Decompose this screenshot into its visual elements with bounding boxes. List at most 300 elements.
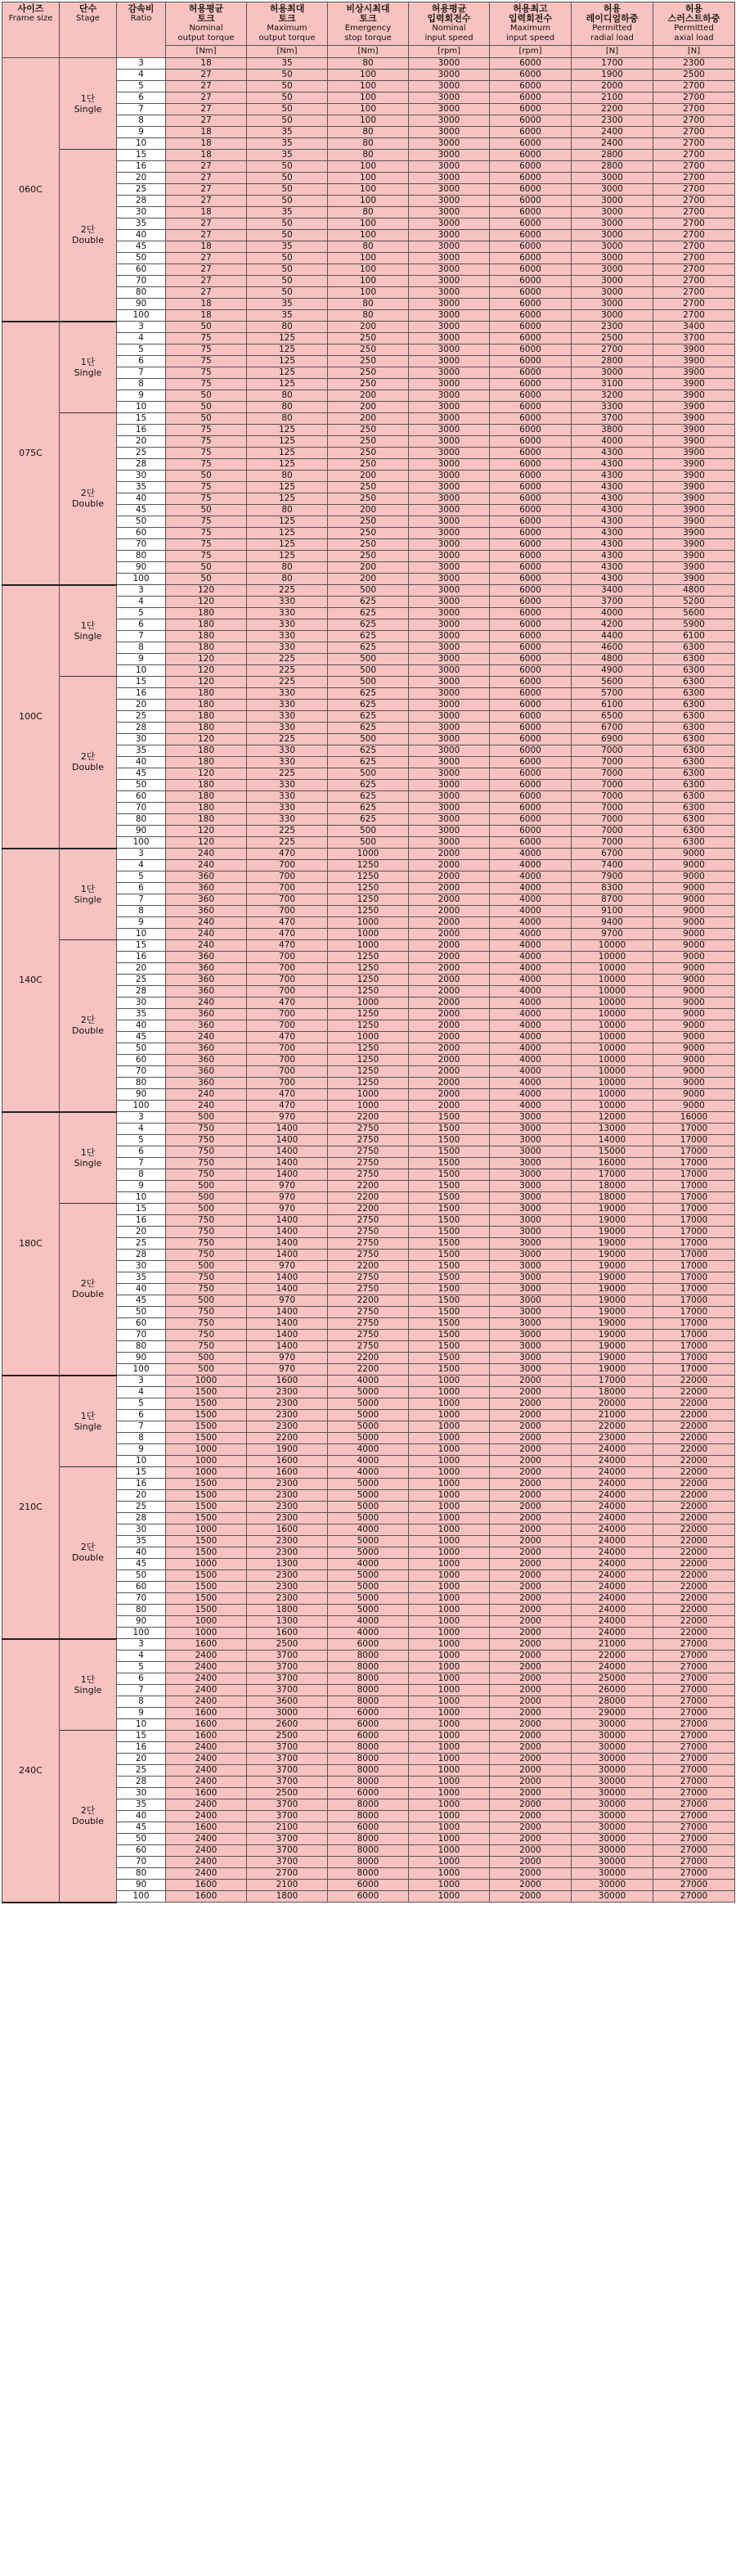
value-cell: 50 — [247, 264, 328, 276]
value-cell: 1000 — [166, 1456, 247, 1467]
value-cell: 1000 — [409, 1398, 490, 1410]
value-cell: 7000 — [572, 745, 653, 757]
ratio-cell: 45 — [117, 1032, 166, 1043]
value-cell: 2200 — [572, 104, 653, 115]
ratio-cell: 5 — [117, 345, 166, 356]
ratio-cell: 4 — [117, 597, 166, 608]
value-cell: 225 — [247, 826, 328, 837]
value-cell: 2700 — [653, 299, 735, 310]
value-cell: 1400 — [247, 1146, 328, 1158]
value-cell: 6000 — [490, 711, 572, 723]
value-cell: 4300 — [572, 574, 653, 585]
value-cell: 1500 — [166, 1410, 247, 1421]
value-cell: 700 — [247, 1055, 328, 1066]
ratio-cell: 80 — [117, 1341, 166, 1353]
value-cell: 1500 — [166, 1570, 247, 1582]
value-cell: 3900 — [653, 379, 735, 390]
value-cell: 2500 — [247, 1788, 328, 1799]
value-cell: 24000 — [572, 1444, 653, 1456]
value-cell: 9000 — [653, 1020, 735, 1032]
value-cell: 4300 — [572, 505, 653, 516]
ratio-cell: 20 — [117, 963, 166, 975]
value-cell: 3000 — [490, 1238, 572, 1250]
value-cell: 180 — [166, 608, 247, 619]
value-cell: 75 — [166, 516, 247, 528]
value-cell: 10000 — [572, 1066, 653, 1078]
header-english-label: Maximum — [509, 24, 551, 33]
value-cell: 6000 — [490, 184, 572, 196]
value-cell: 125 — [247, 528, 328, 539]
value-cell: 1000 — [409, 1765, 490, 1777]
value-cell: 125 — [247, 448, 328, 459]
value-cell: 10000 — [572, 1078, 653, 1089]
value-cell: 6000 — [490, 516, 572, 528]
value-cell: 2750 — [328, 1341, 409, 1353]
value-cell: 1250 — [328, 894, 409, 906]
stage-cell — [60, 1467, 117, 1639]
value-cell: 1000 — [328, 849, 409, 860]
value-cell: 625 — [328, 745, 409, 757]
value-cell: 4000 — [490, 1032, 572, 1043]
value-cell: 1900 — [572, 70, 653, 81]
value-cell: 6000 — [490, 493, 572, 505]
value-cell: 2750 — [328, 1284, 409, 1295]
value-cell: 30000 — [572, 1754, 653, 1765]
ratio-cell: 7 — [117, 894, 166, 906]
value-cell: 180 — [166, 711, 247, 723]
value-cell: 7400 — [572, 860, 653, 871]
value-cell: 625 — [328, 723, 409, 734]
value-cell: 3000 — [490, 1250, 572, 1261]
value-cell: 2000 — [490, 1708, 572, 1719]
value-cell: 17000 — [653, 1318, 735, 1330]
value-cell: 30000 — [572, 1857, 653, 1868]
value-cell: 2400 — [166, 1696, 247, 1708]
value-cell: 24000 — [572, 1490, 653, 1502]
value-cell: 3000 — [409, 104, 490, 115]
value-cell: 6000 — [490, 367, 572, 379]
header-korean-label: 허용평균 — [431, 3, 467, 14]
value-cell: 50 — [247, 161, 328, 173]
value-cell: 19000 — [572, 1227, 653, 1238]
value-cell: 3000 — [409, 505, 490, 516]
value-cell: 9000 — [653, 1101, 735, 1112]
value-cell: 4000 — [328, 1467, 409, 1479]
value-cell: 6000 — [490, 161, 572, 173]
value-cell: 8000 — [328, 1868, 409, 1880]
value-cell: 6000 — [490, 551, 572, 562]
header-emergency-stop-torque — [328, 2, 409, 58]
value-cell: 6000 — [490, 631, 572, 642]
ratio-cell: 90 — [117, 826, 166, 837]
value-cell: 250 — [328, 493, 409, 505]
value-cell: 1800 — [247, 1605, 328, 1616]
value-cell: 2000 — [490, 1754, 572, 1765]
value-cell: 3000 — [409, 367, 490, 379]
value-cell: 700 — [247, 986, 328, 998]
value-cell: 4300 — [572, 562, 653, 574]
value-cell: 1500 — [409, 1204, 490, 1215]
value-cell: 35 — [247, 150, 328, 161]
value-cell: 3000 — [409, 264, 490, 276]
value-cell: 1400 — [247, 1284, 328, 1295]
value-cell: 2000 — [409, 1020, 490, 1032]
value-cell: 27000 — [653, 1651, 735, 1662]
ratio-cell: 4 — [117, 1387, 166, 1398]
value-cell: 3000 — [409, 665, 490, 677]
stage-english: Single — [74, 1157, 102, 1169]
value-cell: 970 — [247, 1112, 328, 1124]
value-cell: 360 — [166, 1020, 247, 1032]
ratio-cell: 8 — [117, 379, 166, 390]
value-cell: 225 — [247, 585, 328, 597]
stage-korean: 2단 — [80, 1278, 96, 1290]
value-cell: 3000 — [572, 173, 653, 184]
value-cell: 3800 — [572, 425, 653, 436]
value-cell: 2750 — [328, 1215, 409, 1227]
ratio-cell: 30 — [117, 1788, 166, 1799]
value-cell: 9000 — [653, 940, 735, 952]
ratio-cell: 100 — [117, 1628, 166, 1639]
value-cell: 1500 — [409, 1284, 490, 1295]
ratio-cell: 3 — [117, 1112, 166, 1124]
value-cell: 21000 — [572, 1639, 653, 1651]
value-cell: 2000 — [490, 1456, 572, 1467]
value-cell: 6000 — [490, 264, 572, 276]
stage-cell — [60, 1639, 117, 1731]
value-cell: 8000 — [328, 1765, 409, 1777]
value-cell: 1250 — [328, 1078, 409, 1089]
value-cell: 3900 — [653, 413, 735, 425]
ratio-cell: 20 — [117, 436, 166, 448]
value-cell: 6000 — [490, 81, 572, 92]
value-cell: 6000 — [490, 471, 572, 482]
value-cell: 180 — [166, 814, 247, 826]
value-cell: 1000 — [409, 1536, 490, 1547]
value-cell: 4000 — [490, 894, 572, 906]
value-cell: 3900 — [653, 356, 735, 367]
stage-cell — [60, 413, 117, 585]
value-cell: 6300 — [653, 688, 735, 700]
value-cell: 2000 — [490, 1524, 572, 1536]
value-cell: 240 — [166, 940, 247, 952]
value-cell: 6000 — [490, 322, 572, 333]
value-cell: 625 — [328, 597, 409, 608]
ratio-cell: 70 — [117, 539, 166, 551]
value-cell: 1000 — [409, 1673, 490, 1685]
value-cell: 2500 — [572, 333, 653, 345]
value-cell: 1500 — [409, 1215, 490, 1227]
value-cell: 2000 — [490, 1616, 572, 1628]
value-cell: 4300 — [572, 516, 653, 528]
value-cell: 3000 — [409, 161, 490, 173]
stage-cell — [60, 322, 117, 413]
value-cell: 250 — [328, 539, 409, 551]
value-cell: 1400 — [247, 1215, 328, 1227]
header-korean-label: 입력회전수 — [427, 13, 471, 24]
ratio-cell: 10 — [117, 929, 166, 940]
value-cell: 750 — [166, 1341, 247, 1353]
value-cell: 125 — [247, 345, 328, 356]
value-cell: 5600 — [653, 608, 735, 619]
value-cell: 3000 — [409, 333, 490, 345]
value-cell: 50 — [247, 230, 328, 241]
value-cell: 700 — [247, 1066, 328, 1078]
value-cell: 35 — [247, 310, 328, 322]
value-cell: 2400 — [166, 1673, 247, 1685]
value-cell: 80 — [328, 150, 409, 161]
ratio-cell: 30 — [117, 1524, 166, 1536]
value-cell: 18 — [166, 207, 247, 218]
value-cell: 2500 — [247, 1639, 328, 1651]
value-cell: 2800 — [572, 161, 653, 173]
value-cell: 2000 — [490, 1811, 572, 1822]
value-cell: 180 — [166, 723, 247, 734]
value-cell: 6000 — [328, 1891, 409, 1903]
value-cell: 2000 — [490, 1387, 572, 1398]
value-cell: 2100 — [247, 1880, 328, 1891]
value-cell: 2000 — [490, 1467, 572, 1479]
value-cell: 3000 — [409, 585, 490, 597]
ratio-cell: 35 — [117, 218, 166, 230]
value-cell: 17000 — [653, 1238, 735, 1250]
value-cell: 6000 — [490, 482, 572, 493]
ratio-cell: 40 — [117, 1547, 166, 1559]
value-cell: 3200 — [572, 390, 653, 402]
ratio-cell: 6 — [117, 1410, 166, 1421]
value-cell: 22000 — [653, 1444, 735, 1456]
value-cell: 19000 — [572, 1284, 653, 1295]
value-cell: 1000 — [409, 1868, 490, 1880]
value-cell: 22000 — [653, 1398, 735, 1410]
value-cell: 75 — [166, 539, 247, 551]
value-cell: 80 — [328, 127, 409, 138]
value-cell: 9000 — [653, 963, 735, 975]
value-cell: 1900 — [247, 1444, 328, 1456]
ratio-cell: 60 — [117, 791, 166, 803]
value-cell: 500 — [328, 677, 409, 688]
value-cell: 9000 — [653, 1043, 735, 1055]
value-cell: 27000 — [653, 1822, 735, 1834]
ratio-cell: 100 — [117, 310, 166, 322]
value-cell: 3000 — [409, 700, 490, 711]
value-cell: 6000 — [490, 356, 572, 367]
value-cell: 4000 — [328, 1456, 409, 1467]
value-cell: 3000 — [409, 803, 490, 814]
value-cell: 75 — [166, 425, 247, 436]
stage-cell — [60, 1731, 117, 1903]
value-cell: 6000 — [328, 1708, 409, 1719]
header-english-label: Permitted — [592, 24, 632, 33]
value-cell: 17000 — [653, 1181, 735, 1192]
value-cell: 1600 — [166, 1719, 247, 1731]
value-cell: 22000 — [653, 1376, 735, 1387]
value-cell: 1000 — [409, 1410, 490, 1421]
value-cell: 2000 — [409, 963, 490, 975]
value-cell: 2700 — [653, 138, 735, 150]
value-cell: 700 — [247, 1043, 328, 1055]
header-english-label: output torque — [177, 34, 235, 43]
value-cell: 700 — [247, 1078, 328, 1089]
value-cell: 1250 — [328, 963, 409, 975]
value-cell: 120 — [166, 597, 247, 608]
value-cell: 1500 — [409, 1124, 490, 1135]
value-cell: 3000 — [409, 379, 490, 390]
ratio-cell: 15 — [117, 413, 166, 425]
value-cell: 6000 — [490, 299, 572, 310]
value-cell: 3000 — [409, 791, 490, 803]
value-cell: 3000 — [409, 539, 490, 551]
value-cell: 18 — [166, 150, 247, 161]
value-cell: 100 — [328, 161, 409, 173]
stage-korean: 2단 — [80, 224, 96, 236]
value-cell: 75 — [166, 333, 247, 345]
value-cell: 330 — [247, 814, 328, 826]
ratio-cell: 90 — [117, 299, 166, 310]
value-cell: 19000 — [572, 1238, 653, 1250]
value-cell: 470 — [247, 929, 328, 940]
value-cell: 27000 — [653, 1845, 735, 1857]
value-cell: 100 — [328, 196, 409, 207]
value-cell: 2750 — [328, 1250, 409, 1261]
value-cell: 1500 — [166, 1547, 247, 1559]
value-cell: 3000 — [409, 138, 490, 150]
value-cell: 970 — [247, 1261, 328, 1272]
value-cell: 500 — [166, 1353, 247, 1364]
value-cell: 4300 — [572, 471, 653, 482]
value-cell: 6000 — [490, 505, 572, 516]
ratio-cell: 90 — [117, 1616, 166, 1628]
value-cell: 4000 — [490, 917, 572, 929]
value-cell: 10000 — [572, 1043, 653, 1055]
value-cell: 4000 — [490, 1089, 572, 1101]
value-cell: 27 — [166, 104, 247, 115]
value-cell: 180 — [166, 619, 247, 631]
value-cell: 3000 — [409, 619, 490, 631]
ratio-cell: 7 — [117, 1685, 166, 1696]
value-cell: 3000 — [490, 1215, 572, 1227]
value-cell: 3000 — [572, 299, 653, 310]
value-cell: 25000 — [572, 1673, 653, 1685]
ratio-cell: 80 — [117, 1605, 166, 1616]
value-cell: 1000 — [409, 1593, 490, 1605]
ratio-cell: 9 — [117, 390, 166, 402]
value-cell: 2700 — [653, 310, 735, 322]
header-unit: [Nm] — [166, 45, 246, 56]
value-cell: 1000 — [409, 1605, 490, 1616]
value-cell: 2400 — [166, 1868, 247, 1880]
value-cell: 2400 — [166, 1765, 247, 1777]
value-cell: 7000 — [572, 780, 653, 791]
value-cell: 3000 — [409, 425, 490, 436]
ratio-cell: 40 — [117, 230, 166, 241]
value-cell: 240 — [166, 998, 247, 1009]
value-cell: 2300 — [247, 1582, 328, 1593]
value-cell: 2100 — [572, 92, 653, 104]
value-cell: 1500 — [166, 1387, 247, 1398]
value-cell: 10000 — [572, 940, 653, 952]
value-cell: 1000 — [409, 1421, 490, 1433]
value-cell: 2000 — [490, 1673, 572, 1685]
ratio-cell: 6 — [117, 92, 166, 104]
ratio-cell: 16 — [117, 1215, 166, 1227]
value-cell: 4000 — [490, 883, 572, 894]
value-cell: 1000 — [409, 1559, 490, 1570]
stage-cell — [60, 849, 117, 940]
value-cell: 22000 — [653, 1605, 735, 1616]
value-cell: 24000 — [572, 1502, 653, 1513]
value-cell: 8000 — [328, 1685, 409, 1696]
value-cell: 2000 — [490, 1421, 572, 1433]
value-cell: 970 — [247, 1353, 328, 1364]
value-cell: 19000 — [572, 1318, 653, 1330]
value-cell: 1500 — [409, 1158, 490, 1169]
value-cell: 700 — [247, 1009, 328, 1020]
value-cell: 2300 — [247, 1593, 328, 1605]
value-cell: 2300 — [247, 1547, 328, 1559]
value-cell: 3000 — [490, 1364, 572, 1376]
ratio-cell: 9 — [117, 917, 166, 929]
value-cell: 6000 — [490, 677, 572, 688]
header-english-label: Maximum — [267, 24, 307, 33]
value-cell: 2700 — [653, 92, 735, 104]
value-cell: 2400 — [166, 1777, 247, 1788]
value-cell: 750 — [166, 1124, 247, 1135]
value-cell: 3000 — [490, 1146, 572, 1158]
value-cell: 3900 — [653, 402, 735, 413]
ratio-cell: 30 — [117, 734, 166, 745]
value-cell: 125 — [247, 436, 328, 448]
value-cell: 27000 — [653, 1662, 735, 1673]
header-english-label: Emergency — [344, 24, 392, 33]
value-cell: 1250 — [328, 860, 409, 871]
value-cell: 3000 — [409, 299, 490, 310]
value-cell: 970 — [247, 1295, 328, 1307]
ratio-cell: 4 — [117, 1124, 166, 1135]
value-cell: 30000 — [572, 1719, 653, 1731]
value-cell: 700 — [247, 883, 328, 894]
ratio-cell: 20 — [117, 1490, 166, 1502]
value-cell: 180 — [166, 745, 247, 757]
value-cell: 3000 — [409, 631, 490, 642]
ratio-cell: 6 — [117, 1146, 166, 1158]
value-cell: 2000 — [409, 917, 490, 929]
value-cell: 470 — [247, 998, 328, 1009]
value-cell: 1500 — [166, 1490, 247, 1502]
value-cell: 1500 — [409, 1181, 490, 1192]
value-cell: 3000 — [409, 310, 490, 322]
value-cell: 6300 — [653, 654, 735, 665]
value-cell: 125 — [247, 551, 328, 562]
value-cell: 6700 — [572, 849, 653, 860]
value-cell: 6000 — [490, 436, 572, 448]
ratio-cell: 9 — [117, 1181, 166, 1192]
value-cell: 3000 — [572, 367, 653, 379]
value-cell: 3000 — [409, 493, 490, 505]
value-cell: 1500 — [409, 1227, 490, 1238]
value-cell: 7000 — [572, 803, 653, 814]
value-cell: 2700 — [653, 161, 735, 173]
value-cell: 7000 — [572, 757, 653, 768]
value-cell: 100 — [328, 173, 409, 184]
header-english-label: axial load — [674, 34, 714, 43]
ratio-cell: 100 — [117, 1364, 166, 1376]
value-cell: 6000 — [490, 115, 572, 127]
value-cell: 1400 — [247, 1238, 328, 1250]
value-cell: 3000 — [409, 757, 490, 768]
ratio-cell: 4 — [117, 860, 166, 871]
value-cell: 360 — [166, 906, 247, 917]
